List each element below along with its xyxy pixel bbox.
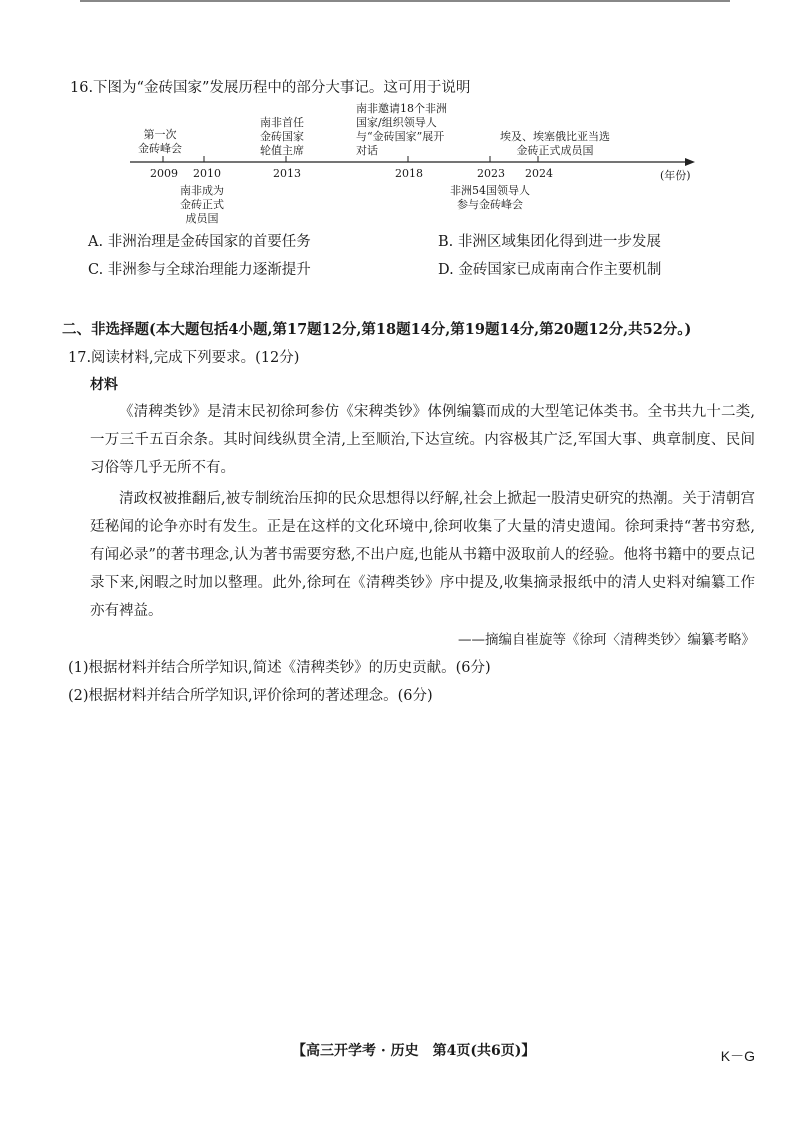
material-paragraph-1-text: 《清稗类钞》是清末民初徐珂参仿《宋稗类钞》体例编纂而成的大型笔记体类书。全书共九十二类,一万三千五百余条。其时间线纵贯全清,上至顺治,下达宣统。内容极其广泛,军国大事、典章制度、民间习俗等几乎无所不有。 [90,404,755,476]
option-d: D. 金砖国家已成南南合作主要机制 [438,262,662,278]
axis-unit: (年份) [660,169,691,182]
year-2018: 2018 [395,167,423,180]
question-16-stem: 16.下图为“金砖国家”发展历程中的部分大事记。这可用于说明 [70,80,471,96]
section-2-heading: 二、非选择题(本大题包括4小题,第17题12分,第18题14分,第19题14分,第20题12分,共52分。) [62,321,692,338]
event-south-africa-chair: 南非首任 金砖国家 轮值主席 [260,116,304,157]
year-2009: 2009 [150,167,178,180]
option-c: C. 非洲参与全球治理能力逐渐提升 [88,262,311,278]
material-paragraph-2 [90,485,755,625]
event-first-summit: 第一次 金砖峰会 [138,128,182,155]
timeline-arrow [685,158,695,166]
event-african-dialogue: 南非邀请18个非洲 国家/组织领导人 与“金砖国家”展开 对话 [356,102,447,157]
question-17-stem: 17.阅读材料,完成下列要求。(12分) [68,350,300,366]
material-title: 材料 [90,377,118,393]
sub-question-2: (2)根据材料并结合所学知识,评价徐珂的著述理念。(6分) [68,688,433,704]
top-rule [80,0,730,2]
event-south-africa-member: 南非成为 金砖正式 成员国 [180,184,224,225]
option-a: A. 非洲治理是金砖国家的首要任务 [88,234,311,250]
event-african-54-leaders: 非洲54国领导人 参与金砖峰会 [450,184,530,211]
material-paragraph-1 [90,398,755,482]
page-footer: 【高三开学考 · 历史 第4页(共6页)】 [292,1043,536,1059]
option-b: B. 非洲区域集团化得到进一步发展 [438,234,661,250]
year-2010: 2010 [193,167,221,180]
sub-question-1: (1)根据材料并结合所学知识,简述《清稗类钞》的历史贡献。(6分) [68,660,491,676]
timeline-diagram [120,100,700,230]
material-source: ——摘编自崔旋等《徐珂〈清稗类钞〉编纂考略》 [458,632,755,648]
year-2023: 2023 [477,167,505,180]
event-egypt-ethiopia: 埃及、埃塞俄比亚当选 金砖正式成员国 [500,130,610,157]
material-paragraph-2-text: 清政权被推翻后,被专制统治压抑的民众思想得以纾解,社会上掀起一股清史研究的热潮。关于清朝宫廷秘闻的论争亦时有发生。正是在这样的文化环境中,徐珂收集了大量的清史遗闻。徐珂秉持“著书穷愁,有闻必录”的著书理念,认为著书需要穷愁,不出户庭,也能从书籍中汲取前人的经验。他将书籍中的要点记录下来,闲暇之时加以整理。此外,徐珂在《清稗类钞》序中提及,收集摘录报纸中的清人史料对编纂工作亦有裨益。 [90,491,755,619]
year-2024: 2024 [525,167,553,180]
year-2013: 2013 [273,167,301,180]
paper-code: K－G [720,1048,755,1064]
